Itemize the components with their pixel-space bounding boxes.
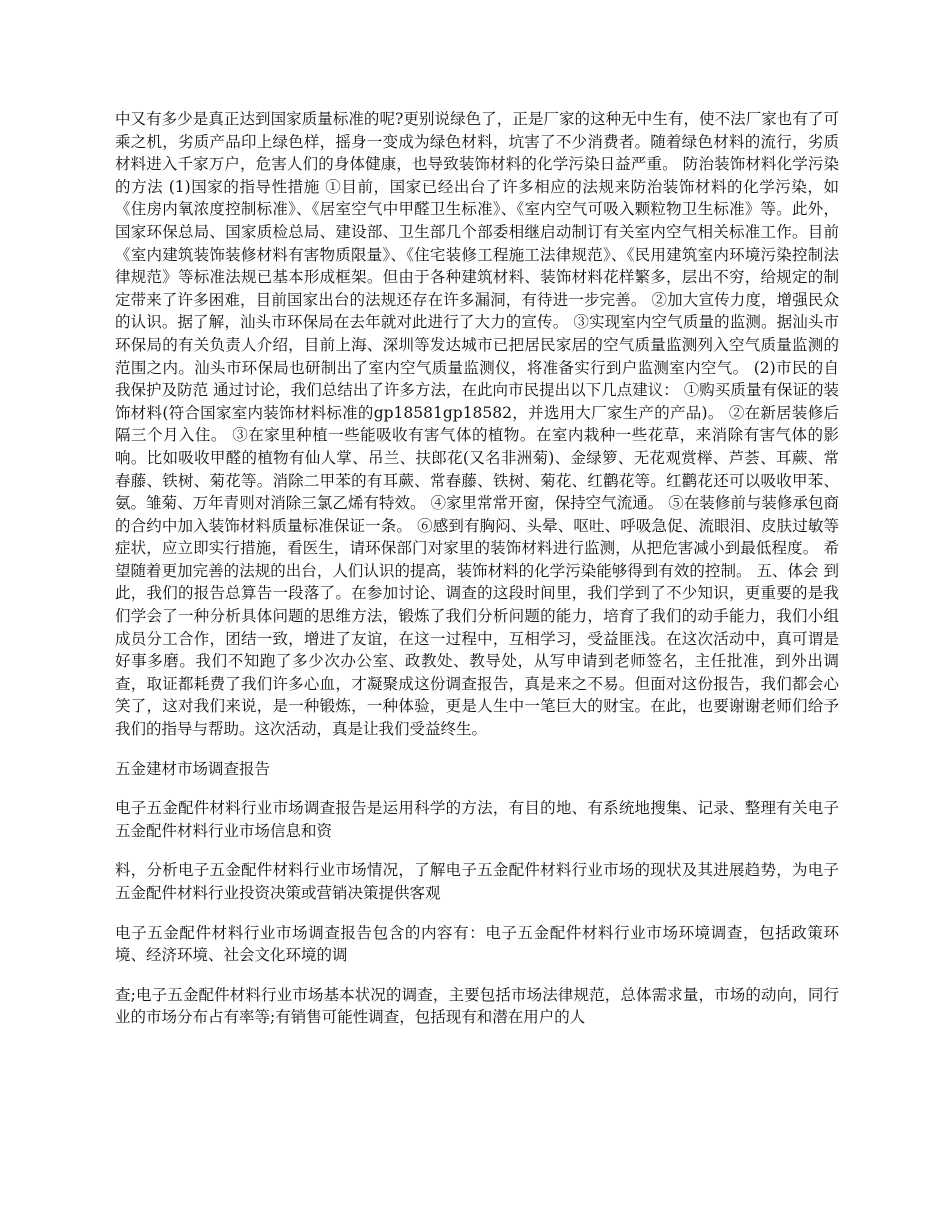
document-page (115, 108, 839, 1029)
body-paragraph-3: 料，分析电子五金配件材料行业市场情况，了解电子五金配件材料行业市场的现状及其进展趋势，为电子五金配件材料行业投资决策或营销决策提供客观 (115, 861, 839, 902)
body-paragraph-5: 查;电子五金配件材料行业市场基本状况的调查，主要包括市场法律规范，总体需求量，市场的动向，同行业的市场分布占有率等;有销售可能性调查，包括现有和潜在用户的人 (115, 985, 839, 1027)
body-paragraph-4: 电子五金配件材料行业市场调查报告包含的内容有：电子五金配件材料行业市场环境调查，包括政策环境、经济环境、社会文化环境的调 (115, 923, 839, 965)
body-paragraph-1: 中又有多少是真正达到国家质量标准的呢?更别说绿色了，正是厂家的这种无中生有，使不法厂家也有了可乘之机，劣质产品印上绿色样，摇身一变成为绿色材料，坑害了不少消费者。随着绿色材料的流行，劣质材料进入千家万户，危害人们的身体健康，也导致装饰材料的化学污染日益严重。 防治装饰材料化学污染的方法 (1)国家的指导性措施 ①目前，国家已经出台了许多相应的法规来防治装饰材料的化学污染，如《住房内氧浓度控制标准》、《居室空气中甲醛卫生标准》、《室内空气可吸入颗粒物卫生标准》等。此外，国家环保总局、国家质检总局、建设部、卫生部几个部委相继启动制订有关室内空气相关标准工作。目前《室内建筑装饰装修材料有害物质限量》、《住宅装修工程施工法律规范》、《民用建筑室内环境污染控制法律规范》等标准法规已基本形成框架。但由于各种建筑材料、装饰材料花样繁多，层出不穷，给规定的制定带来了许多困难，目前国家出台的法规还存在许多漏洞，有待进一步完善。 ②加大宣传力度，增强民众的认识。据了解，汕头市环保局在去年就对此进行了大力的宣传。 ③实现室内空气质量的监测。据汕头市环保局的有关负责人介绍，目前上海、深圳等发达城市已把居民家居的空气质量监测列入空气质量监测的范围之内。汕头市环保局也研制出了室内空气质量监测仪，将准备实行到户监测室内空气。 (2)市民的自我保护及防范 通过讨论，我们总结出了许多方法，在此向市民提出以下几点建议： ①购买质量有保证的装饰材料(符合国家室内装饰材料标准的gp18581gp18582，并选用大厂家生产的产品)。 ②在新居装修后隔三个月入住。 ③在家里种植一些能吸收有害气体的植物。在室内栽种一些花草，来消除有害气体的影响。比如吸收甲醛的植物有仙人掌、吊兰、扶郎花(又名非洲菊)、金绿箩、无花观赏榉、芦荟、耳蕨、常春藤、铁树、菊花等。消除二甲苯的有耳蕨、常春藤、铁树、菊花、红鹳花等。红鹳花还可以吸收甲苯、氨。雏菊、万年青则对消除三氯乙烯有特效。 ④家里常常开窗，保持空气流通。 ⑤在装修前与装修承包商的合约中加入装饰材料质量标准保证一条。 ⑥感到有胸闷、头晕、呕吐、呼吸急促、流眼泪、皮肤过敏等症状，应立即实行措施，看医生，请环保部门对家里的装饰材料进行监测，从把危害减小到最低程度。 希望随着更加完善的法规的出台，人们认识的提高，装饰材料的化学污染能够得到有效的控制。 五、体会 到此，我们的报告总算告一段落了。在参加讨论、调查的这段时间里，我们学到了不少知识，更重要的是我们学会了一种分析具体问题的思维方法，锻炼了我们分析问题的能力，培育了我们的动手能力，我们小组成员分工合作，团结一致，增进了友谊，在这一过程中，互相学习，受益匪浅。在这次活动中，真可谓是好事多磨。我们不知跑了多少次办公室、政教处、教导处，从写申请到老师签名，主任批准，到外出调查，取证都耗费了我们许多心血，才凝聚成这份调查报告，真是来之不易。但面对这份报告，我们都会心笑了，这对我们来说，是一种锻炼，一种体验，更是人生中一笔巨大的财宝。在此，也要谢谢老师们给予我们的指导与帮助。这次活动，真是让我们受益终生。 (115, 110, 839, 739)
section-heading: 五金建材市场调查报告 (115, 759, 271, 778)
body-paragraph-2: 电子五金配件材料行业市场调查报告是运用科学的方法，有目的地、有系统地搜集、记录、整理有关电子五金配件材料行业市场信息和资 (115, 799, 839, 840)
